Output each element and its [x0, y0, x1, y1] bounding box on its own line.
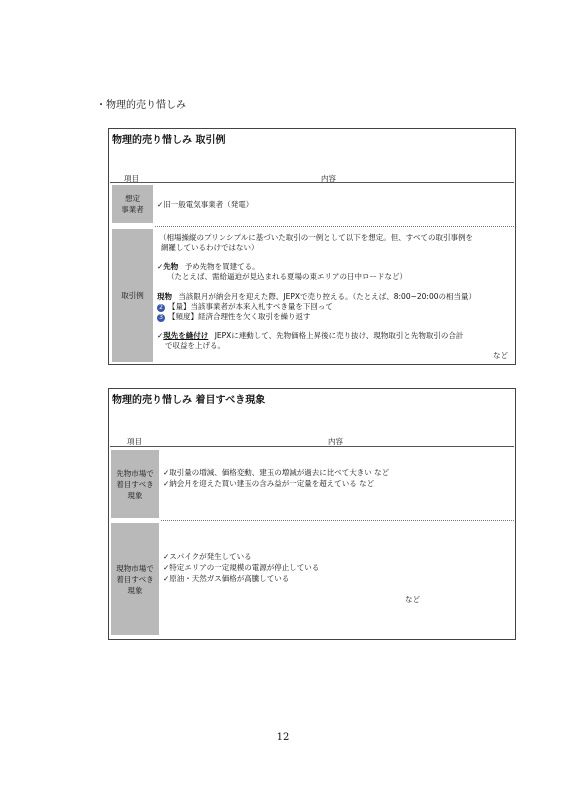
section-title: ・物理的売り惜しみ — [96, 100, 186, 111]
physical-line — [157, 292, 476, 302]
condition-quantity — [157, 302, 333, 312]
physical-text: 当該限月が納会月を迎えた際、JEPXで売り控える。（たとえば、8:00~20:00の相当量） — [178, 292, 476, 301]
header-divider — [110, 446, 514, 447]
futures-note: （たとえば、需給逼迫が見込まれる夏場の東エリアの日中ロードなど） — [167, 272, 407, 281]
check-icon: ✓ — [157, 331, 164, 340]
table-title: 物理的売り惜しみ 着目すべき現象 — [112, 395, 266, 406]
table-title: 物理的売り惜しみ 取引例 — [112, 135, 226, 146]
intro-line-1: （相場操縦のプリンシプルに基づいた取引の一例として以下を想定。但、すべての取引事例を — [159, 233, 474, 242]
row-divider — [155, 226, 514, 227]
condition-frequency-text: 【頻度】経済合理性を欠く取引を繰り返す — [168, 312, 311, 321]
row-divider — [161, 520, 514, 521]
futures-phenomenon-1: ✓取引量の増減、価格変動、建玉の増減が過去に比べて大きい など — [163, 468, 390, 477]
futures-text: 予め先物を買建てる。 — [184, 262, 260, 271]
settle-label: 現先を縫付け — [163, 331, 209, 340]
trading-example-table — [108, 128, 516, 365]
column-header-item: 項目 — [127, 437, 142, 446]
futures-label: ✓先物 — [157, 262, 179, 271]
etc-text: など — [405, 595, 420, 604]
futures-line — [157, 262, 260, 272]
row-label-trading-example: 取引例 — [112, 229, 153, 362]
column-header-content: 内容 — [328, 437, 343, 446]
etc-text: など — [493, 351, 508, 360]
physical-phenomenon-2: ✓特定エリアの一定規模の電源が停止している — [163, 563, 320, 572]
physical-label: 現物 — [157, 292, 172, 301]
settle-text: JEPXに連動して、先物価格上昇後に売り抜け、現物取引と先物取引の合計 — [214, 331, 464, 340]
number-3-icon: 3 — [157, 314, 165, 322]
header-divider — [110, 182, 514, 183]
row-label-assumed-operator: 想定 事業者 — [112, 185, 153, 223]
settle-line — [157, 331, 463, 341]
page-number: 12 — [276, 732, 290, 743]
number-2-icon: 2 — [157, 304, 165, 312]
column-header-content: 内容 — [321, 174, 336, 183]
row-label-futures-phenomena: 先物市場で 着目すべき 現象 — [111, 450, 159, 518]
row-label-physical-phenomena: 現物市場で 着目すべき 現象 — [111, 523, 159, 635]
intro-line-2: 網羅しているわけではない） — [161, 243, 259, 252]
physical-phenomenon-1: ✓スパイクが発生している — [163, 552, 252, 561]
futures-phenomenon-2: ✓納会月を迎えた買い建玉の含み益が一定量を超えている など — [163, 479, 375, 488]
column-header-item: 項目 — [124, 174, 139, 183]
condition-frequency — [157, 312, 311, 322]
phenomena-table — [108, 388, 516, 640]
condition-quantity-text: 【量】当該事業者が本来入札すべき量を下回って — [168, 302, 333, 311]
settle-text-2: で収益を上げる。 — [165, 341, 225, 350]
row-text-assumed-operator: ✓旧一般電気事業者（発電） — [157, 200, 254, 209]
physical-phenomenon-3: ✓原油・天然ガス価格が高騰している — [163, 574, 290, 583]
